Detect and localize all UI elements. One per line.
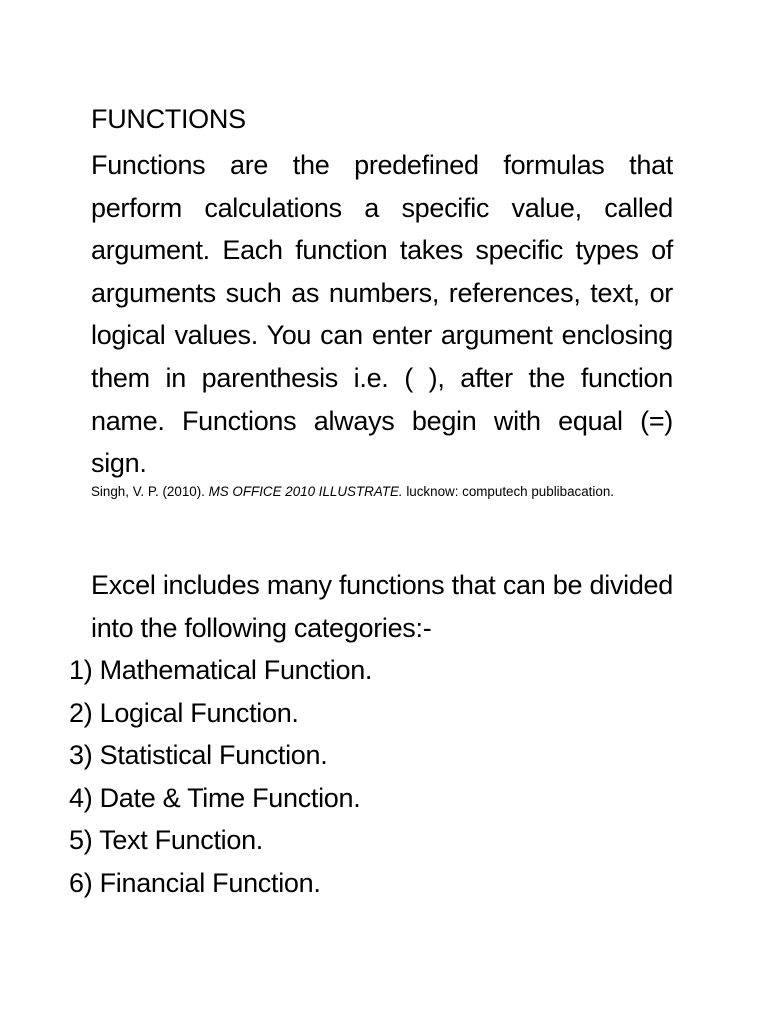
list-item-mathematical: 1) Mathematical Function. (69, 655, 373, 685)
page-heading: FUNCTIONS (91, 104, 246, 134)
citation-title: MS OFFICE 2010 ILLUSTRATE. (208, 484, 403, 499)
intro-paragraph: Functions are the predefined formulas that perform calculations a specific value, called argument. Each function takes specific types of arguments such as numbers, references, text, or logical values. You can enter argument enclosing them in parenthesis i.e. ( ), after the function name. Functions always begin with equal (=) sign. (91, 150, 673, 479)
citation-authors-year: Singh, V. P. (2010). (91, 484, 209, 499)
categories-list (69, 649, 372, 905)
list-item-date-time: 4) Date & Time Function. (69, 782, 361, 813)
citation (91, 483, 656, 501)
citation-publisher: lucknow: computech publibacation. (402, 484, 614, 499)
list-item-statistical: 3) Statistical Function. (69, 740, 328, 771)
categories-intro: Excel includes many functions that can be divided into the following categories:- (91, 570, 673, 643)
list-item-text: 5) Text Function. (69, 825, 263, 856)
list-item-financial: 6) Financial Function. (69, 867, 321, 898)
list-item-logical: 2) Logical Function. (69, 697, 299, 728)
